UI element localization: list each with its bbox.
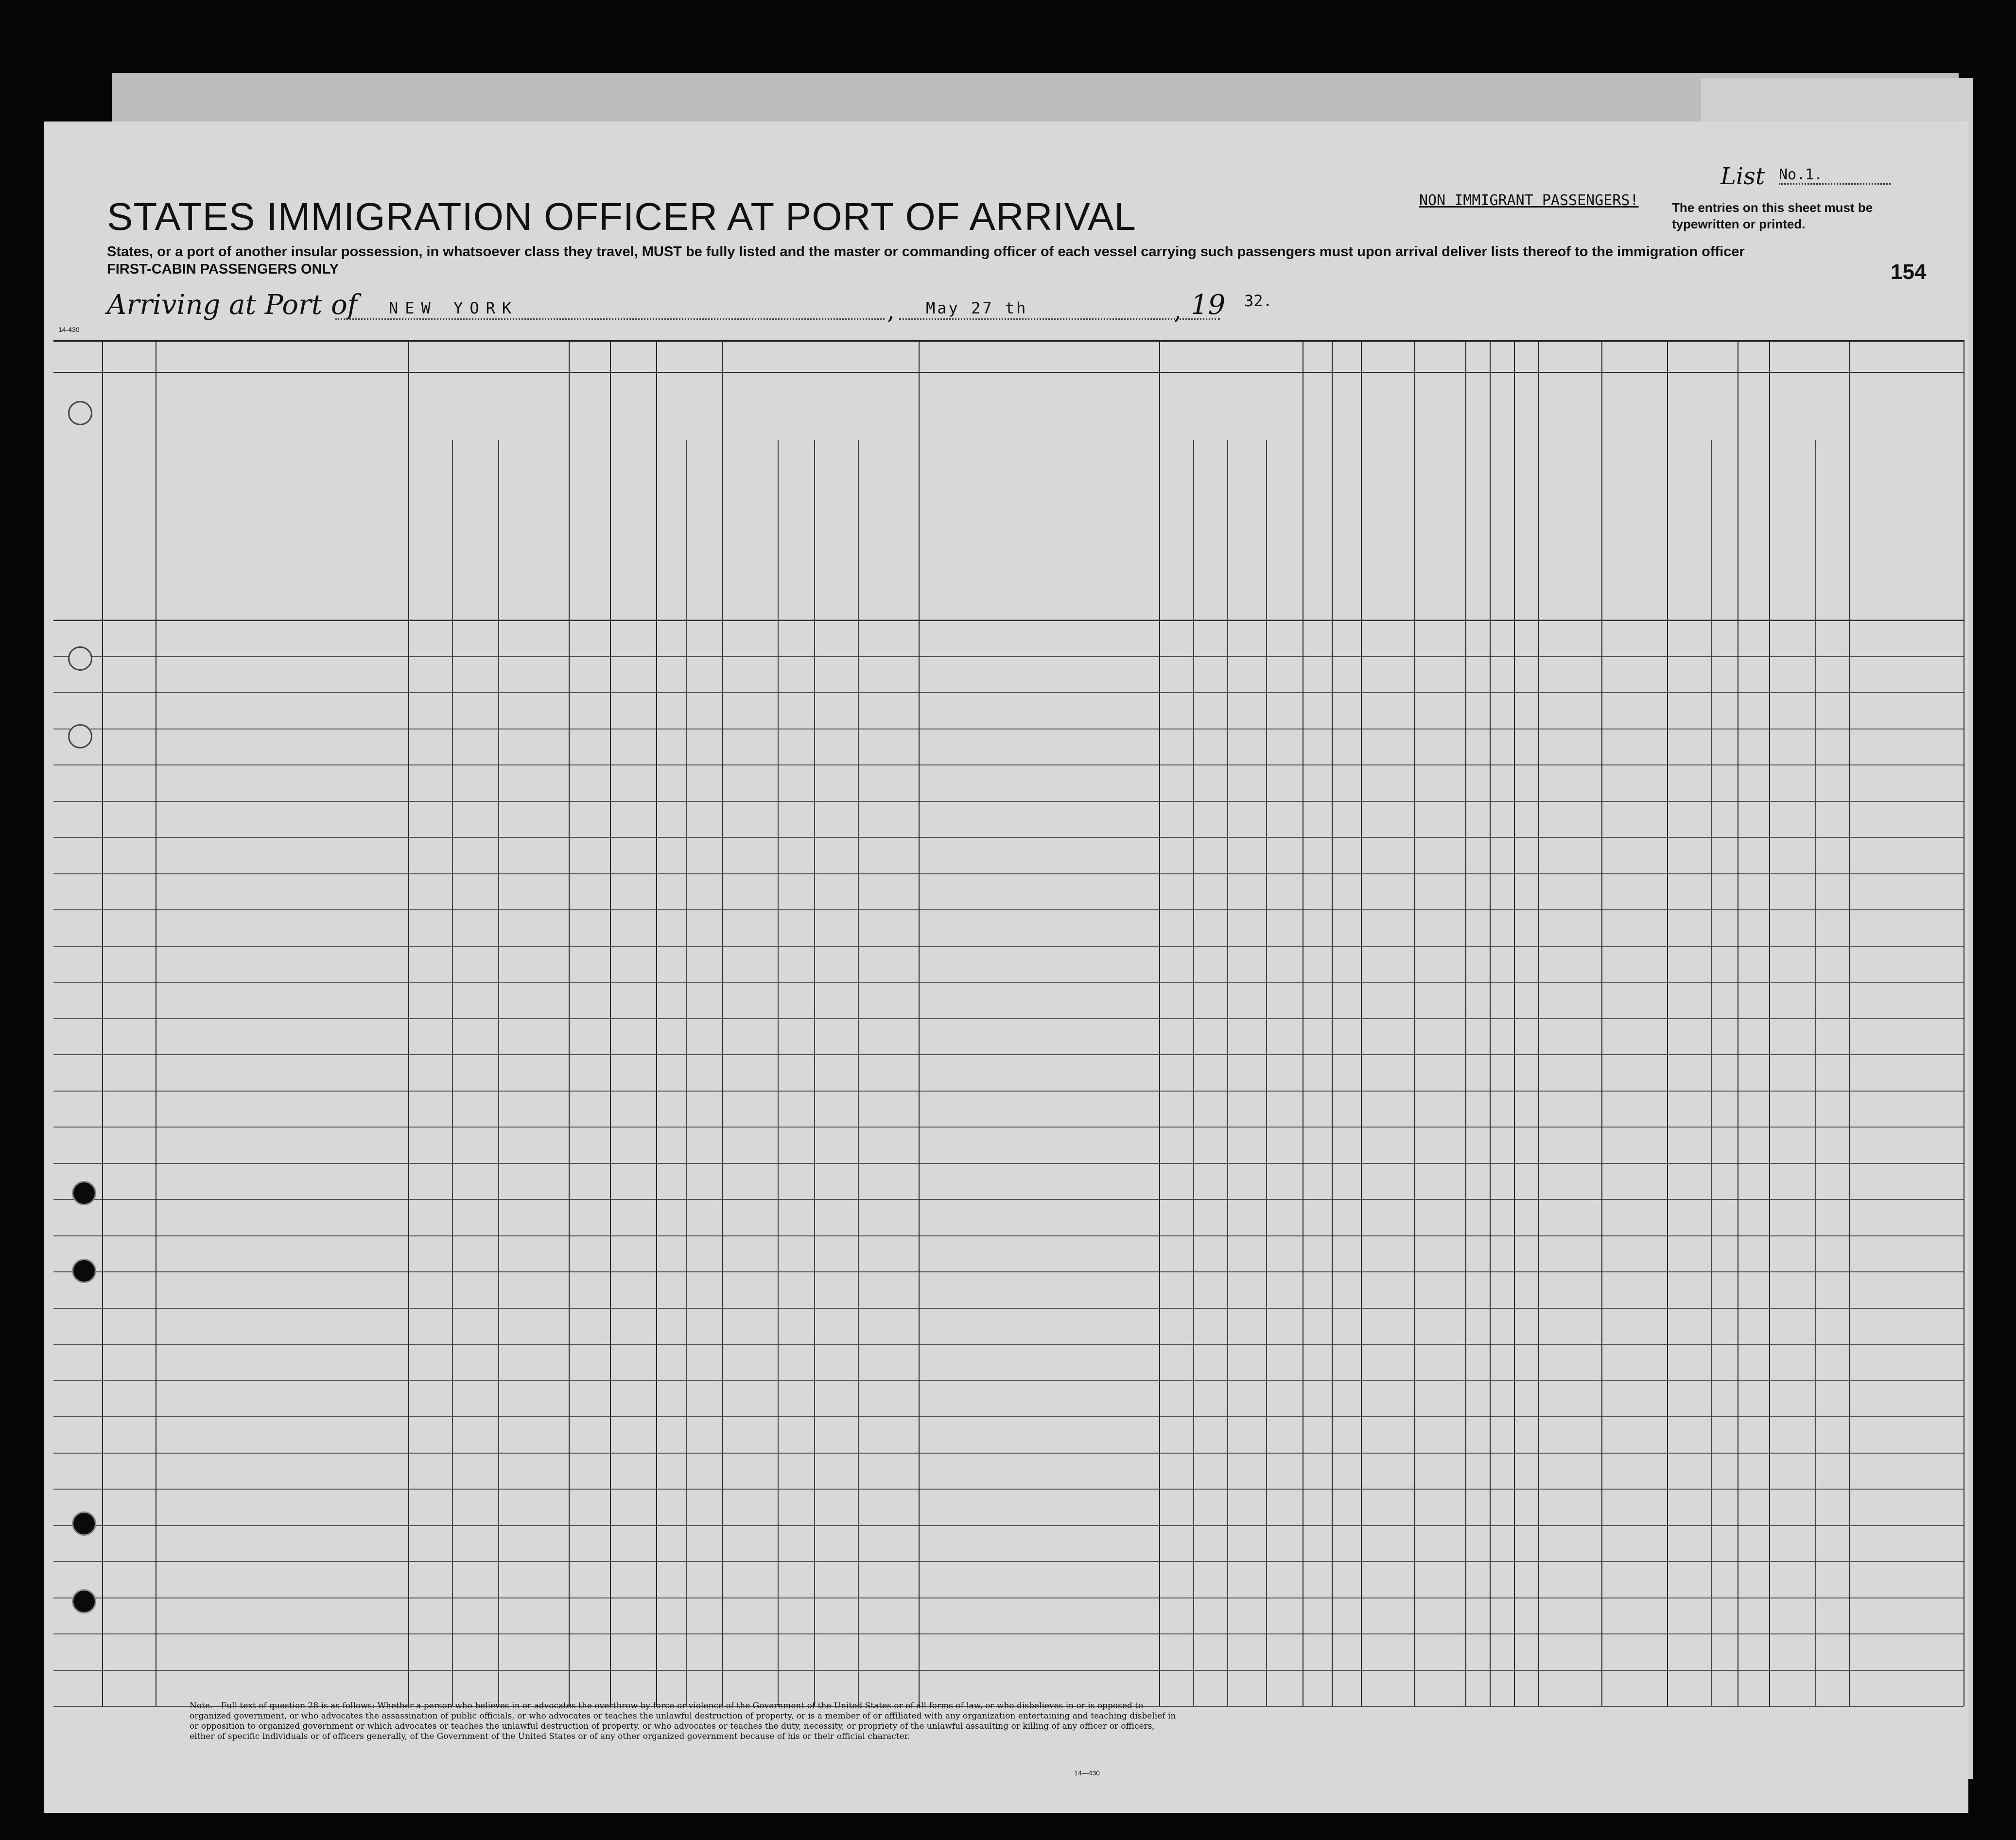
subtitle-line2: FIRST-CABIN PASSENGERS ONLY (107, 261, 339, 277)
row-divider (53, 1308, 1964, 1309)
list-number: No.1. (1779, 166, 1891, 185)
footer-form-number: 14—430 (1074, 1769, 1100, 1777)
manifest-table (53, 335, 1968, 1784)
row-divider (53, 801, 1964, 802)
column-border (1849, 340, 1850, 1706)
binder-hole (72, 1259, 96, 1283)
row-divider (53, 1018, 1964, 1019)
binder-hole (72, 1181, 96, 1205)
year-prefix: 19 (1191, 289, 1226, 321)
form-number: 14-430 (58, 326, 80, 333)
header-bottom-border (53, 620, 1964, 621)
list-label: List (1721, 163, 1765, 190)
column-subborder (1193, 440, 1194, 1706)
row-divider (53, 1489, 1964, 1490)
row-divider (53, 656, 1964, 657)
row-divider (53, 1344, 1964, 1345)
page-title: STATES IMMIGRATION OFFICER AT PORT OF ARRIVAL (107, 195, 1136, 238)
column-border (656, 340, 657, 1706)
column-border (1514, 340, 1515, 1706)
column-subborder (1815, 440, 1816, 1706)
row-divider (53, 1561, 1964, 1562)
row-divider (53, 1091, 1964, 1092)
non-immigrant-stamp: NON IMMIGRANT PASSENGERS! (1419, 192, 1639, 209)
row-divider (53, 982, 1964, 983)
column-subborder (686, 440, 687, 1706)
row-divider (53, 1380, 1964, 1381)
column-subborder (1227, 440, 1228, 1706)
row-divider (53, 1633, 1964, 1634)
row-divider (53, 1235, 1964, 1236)
row-divider (53, 1416, 1964, 1417)
row-divider (53, 1199, 1964, 1200)
row-divider (53, 1525, 1964, 1526)
table-top-border (53, 340, 1964, 342)
year-suffix: 32. (1244, 292, 1272, 310)
column-border (1159, 340, 1160, 1706)
binder-hole (72, 1511, 96, 1536)
binder-hole (72, 1589, 96, 1614)
column-border (102, 340, 103, 1706)
date-underline (899, 318, 1220, 320)
port-underline (335, 318, 885, 320)
row-divider (53, 873, 1964, 874)
binder-hole (68, 724, 92, 748)
column-border (722, 340, 723, 1706)
row-divider (53, 1054, 1964, 1055)
row-divider (53, 1127, 1964, 1128)
row-divider (53, 1271, 1964, 1272)
column-border (1332, 340, 1333, 1706)
column-subborder (452, 440, 453, 1706)
column-border (1601, 340, 1602, 1706)
row-divider (53, 909, 1964, 910)
column-subborder (778, 440, 779, 1706)
row-divider (53, 837, 1964, 838)
header-number-divider (53, 372, 1964, 373)
row-divider (53, 1670, 1964, 1671)
column-border (1538, 340, 1539, 1706)
column-border (408, 340, 409, 1706)
binder-hole (68, 401, 92, 425)
subtitle-line1: States, or a port of another insular possession, in whatsoever class they travel, MUST be fully listed and the master or commanding officer of each vessel carrying such passengers must upon arrival deliver lists thereof to the immigration officer (107, 244, 1745, 260)
column-border (1490, 340, 1491, 1706)
column-subborder (498, 440, 499, 1706)
row-divider (53, 764, 1964, 765)
row-divider (53, 1597, 1964, 1598)
arriving-label: Arriving at Port of (107, 289, 358, 321)
column-border (1414, 340, 1415, 1706)
column-border (1667, 340, 1668, 1706)
row-divider (53, 1453, 1964, 1454)
row-divider (53, 1163, 1964, 1164)
column-subborder (1266, 440, 1267, 1706)
column-border (919, 340, 920, 1706)
typewritten-note: The entries on this sheet must be typewritten or printed. (1672, 200, 1873, 231)
footnote: Note.—Full text of question 28 is as follows: Whether a person who believes in or advocates the overthrow by force or violence of the Government of the United States or of all forms of law, or who disbelieves in or is opposed to organized government, or who advocates the assassination of public officials, or who advocates or teaches the unlawful destruction of property, or is a member of or affiliated with any organization entertaining and teaching disbelief in or opposition to organized government or which advocates or teaches the unlawful destruction of property, or who advocates or teaches the duty, necessity, or propriety of the unlawful assaulting or killing of any officer or officers, either of specific individuals or of officers generally, of the Government of the United States or of any other organized government because of his or their official character. (190, 1701, 1176, 1741)
binder-hole (68, 646, 92, 671)
column-border (1465, 340, 1466, 1706)
manifest-sheet: List No.1. NON IMMIGRANT PASSENGERS! The entries on this sheet must be typewritten or printed. STATES IMMIGRATION OFFICER AT PORT OF ARRIVAL States, or a port of another insular possession, in whatsoever class they travel, MUST be fully listed and the master or commanding officer of each vessel carrying such passengers must upon arrival deliver lists thereof to the immigration officer FIRST-CABIN PASSENGERS ONLY 154 Arriving at Port of NEW YORK , May 27 th , 19 32. 14-430 Note.—Full text of question 28 is as follows: Whether a person who believes in or advocates the overthrow by force or violence of the Government of the United States or of all forms of law, or who disbelieves in or is opposed to organized government, or who advocates the assassination of public officials, or who advocates or teaches the unlawful destruction of property, or is a member of or affiliated with any organization entertaining and teaching disbelief in or opposition to organized government or which advocates or teaches the unlawful destruction of property, or who advocates or teaches the duty, necessity, or propriety of the unlawful assaulting or killing of any officer or officers, either of specific individuals or of officers generally, of the Government of the United States or of any other organized government because of his or their official character. 14—430 (44, 122, 1968, 1813)
column-border (1769, 340, 1770, 1706)
column-border (1361, 340, 1362, 1706)
column-subborder (858, 440, 859, 1706)
row-divider (53, 692, 1964, 693)
sheet-number: 154 (1891, 260, 1927, 284)
row-divider (53, 946, 1964, 947)
column-border (610, 340, 611, 1706)
column-subborder (1711, 440, 1712, 1706)
column-subborder (814, 440, 815, 1706)
port-name: NEW YORK (389, 299, 519, 317)
column-border (569, 340, 570, 1706)
arrival-date: May 27 th (926, 299, 1028, 317)
